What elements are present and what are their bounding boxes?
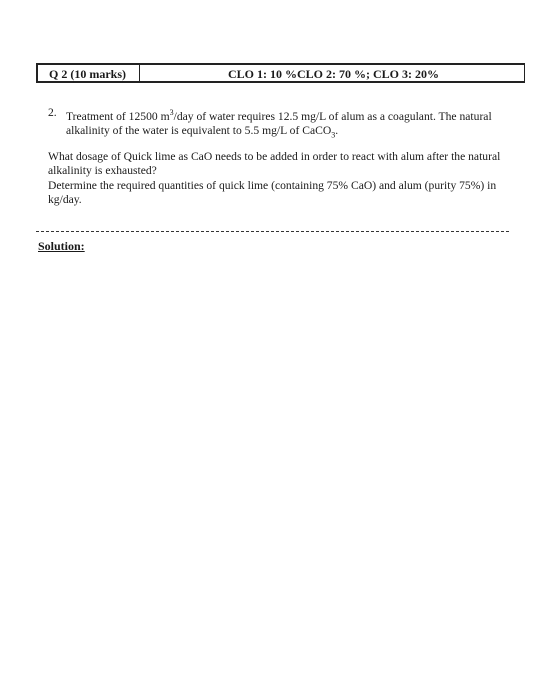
clo-cell: CLO 1: 10 %CLO 2: 70 %; CLO 3: 20% — [140, 64, 524, 82]
question-paragraph-1: What dosage of Quick lime as CaO needs to be added in order to react with alum after the natural alkalinity is exhausted? — [48, 150, 501, 177]
superscript-3: 3 — [169, 108, 174, 117]
dashed-divider — [36, 231, 509, 232]
question-marks-cell: Q 2 (10 marks) — [37, 64, 140, 82]
question-paragraph-2: Determine the required quantities of quick lime (containing 75% CaO) and alum (purity 75%) in kg/day. — [48, 179, 497, 206]
question-header-table — [36, 63, 525, 83]
question-text — [66, 106, 518, 142]
solution-heading: Solution: — [38, 239, 85, 253]
question-text-part2: /day of water requires 12.5 mg/L of alum as a coagulant. The natural alkalinity of the water is equivalent to 5.5 mg/L of CaCO — [66, 109, 492, 137]
question-statement — [48, 106, 518, 142]
question-text-part1: Treatment of 12500 m — [66, 109, 170, 123]
question-text-end: . — [335, 123, 339, 137]
subscript-3: 3 — [331, 130, 336, 140]
question-number: 2. — [48, 106, 57, 119]
